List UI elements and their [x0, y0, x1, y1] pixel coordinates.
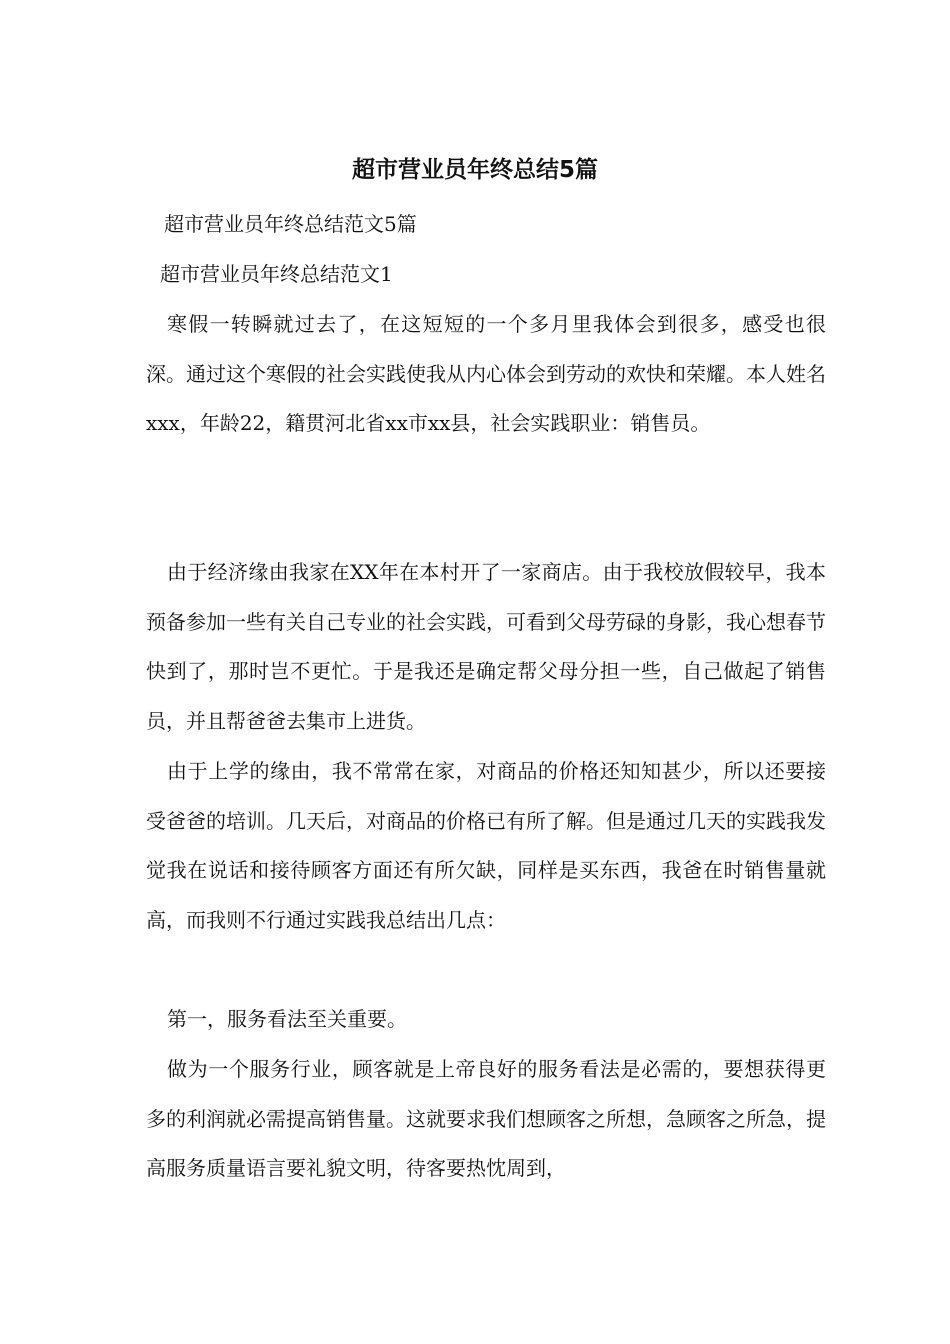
- paragraph-2: 由于经济缘由我家在XX年在本村开了一家商店。由于我校放假较早，我本预备参加一些有关自己专业的社会实践，可看到父母劳碌的身影，我心想春节快到了，那时岂不更忙。于是我还是确定帮父母分担一些，自己做起了销售员，并且帮爸爸去集市上进货。: [146, 560, 826, 733]
- document-subtitle: 超市营业员年终总结范文5篇: [164, 212, 417, 236]
- paragraph-5: 做为一个服务行业，顾客就是上帝良好的服务看法是必需的，要想获得更多的利润就必需提高销售量。这就要求我们想顾客之所想，急顾客之所急，提高服务质量语言要礼貌文明，待客要热忱周到，: [146, 1057, 826, 1180]
- paragraph-3: 由于上学的缘由，我不常常在家，对商品的价格还知知甚少，所以还要接受爸爸的培训。几天后，对商品的价格已有所了解。但是通过几天的实践我发觉我在说话和接待顾客方面还有所欠缺，同样是买东西，我爸在时销售量就高，而我则不行通过实践我总结出几点：: [146, 759, 826, 932]
- section-heading: 超市营业员年终总结范文1: [160, 262, 393, 286]
- paragraph-4: 第一，服务看法至关重要。: [167, 1007, 407, 1031]
- paragraph-1: 寒假一转瞬就过去了，在这短短的一个多月里我体会到很多，感受也很深。通过这个寒假的社会实践使我从内心体会到劳动的欢快和荣耀。本人姓名xxx，年龄22，籍贯河北省xx市xx县，社会实践职业：销售员。: [146, 312, 826, 435]
- document-title: 超市营业员年终总结5篇: [351, 157, 598, 183]
